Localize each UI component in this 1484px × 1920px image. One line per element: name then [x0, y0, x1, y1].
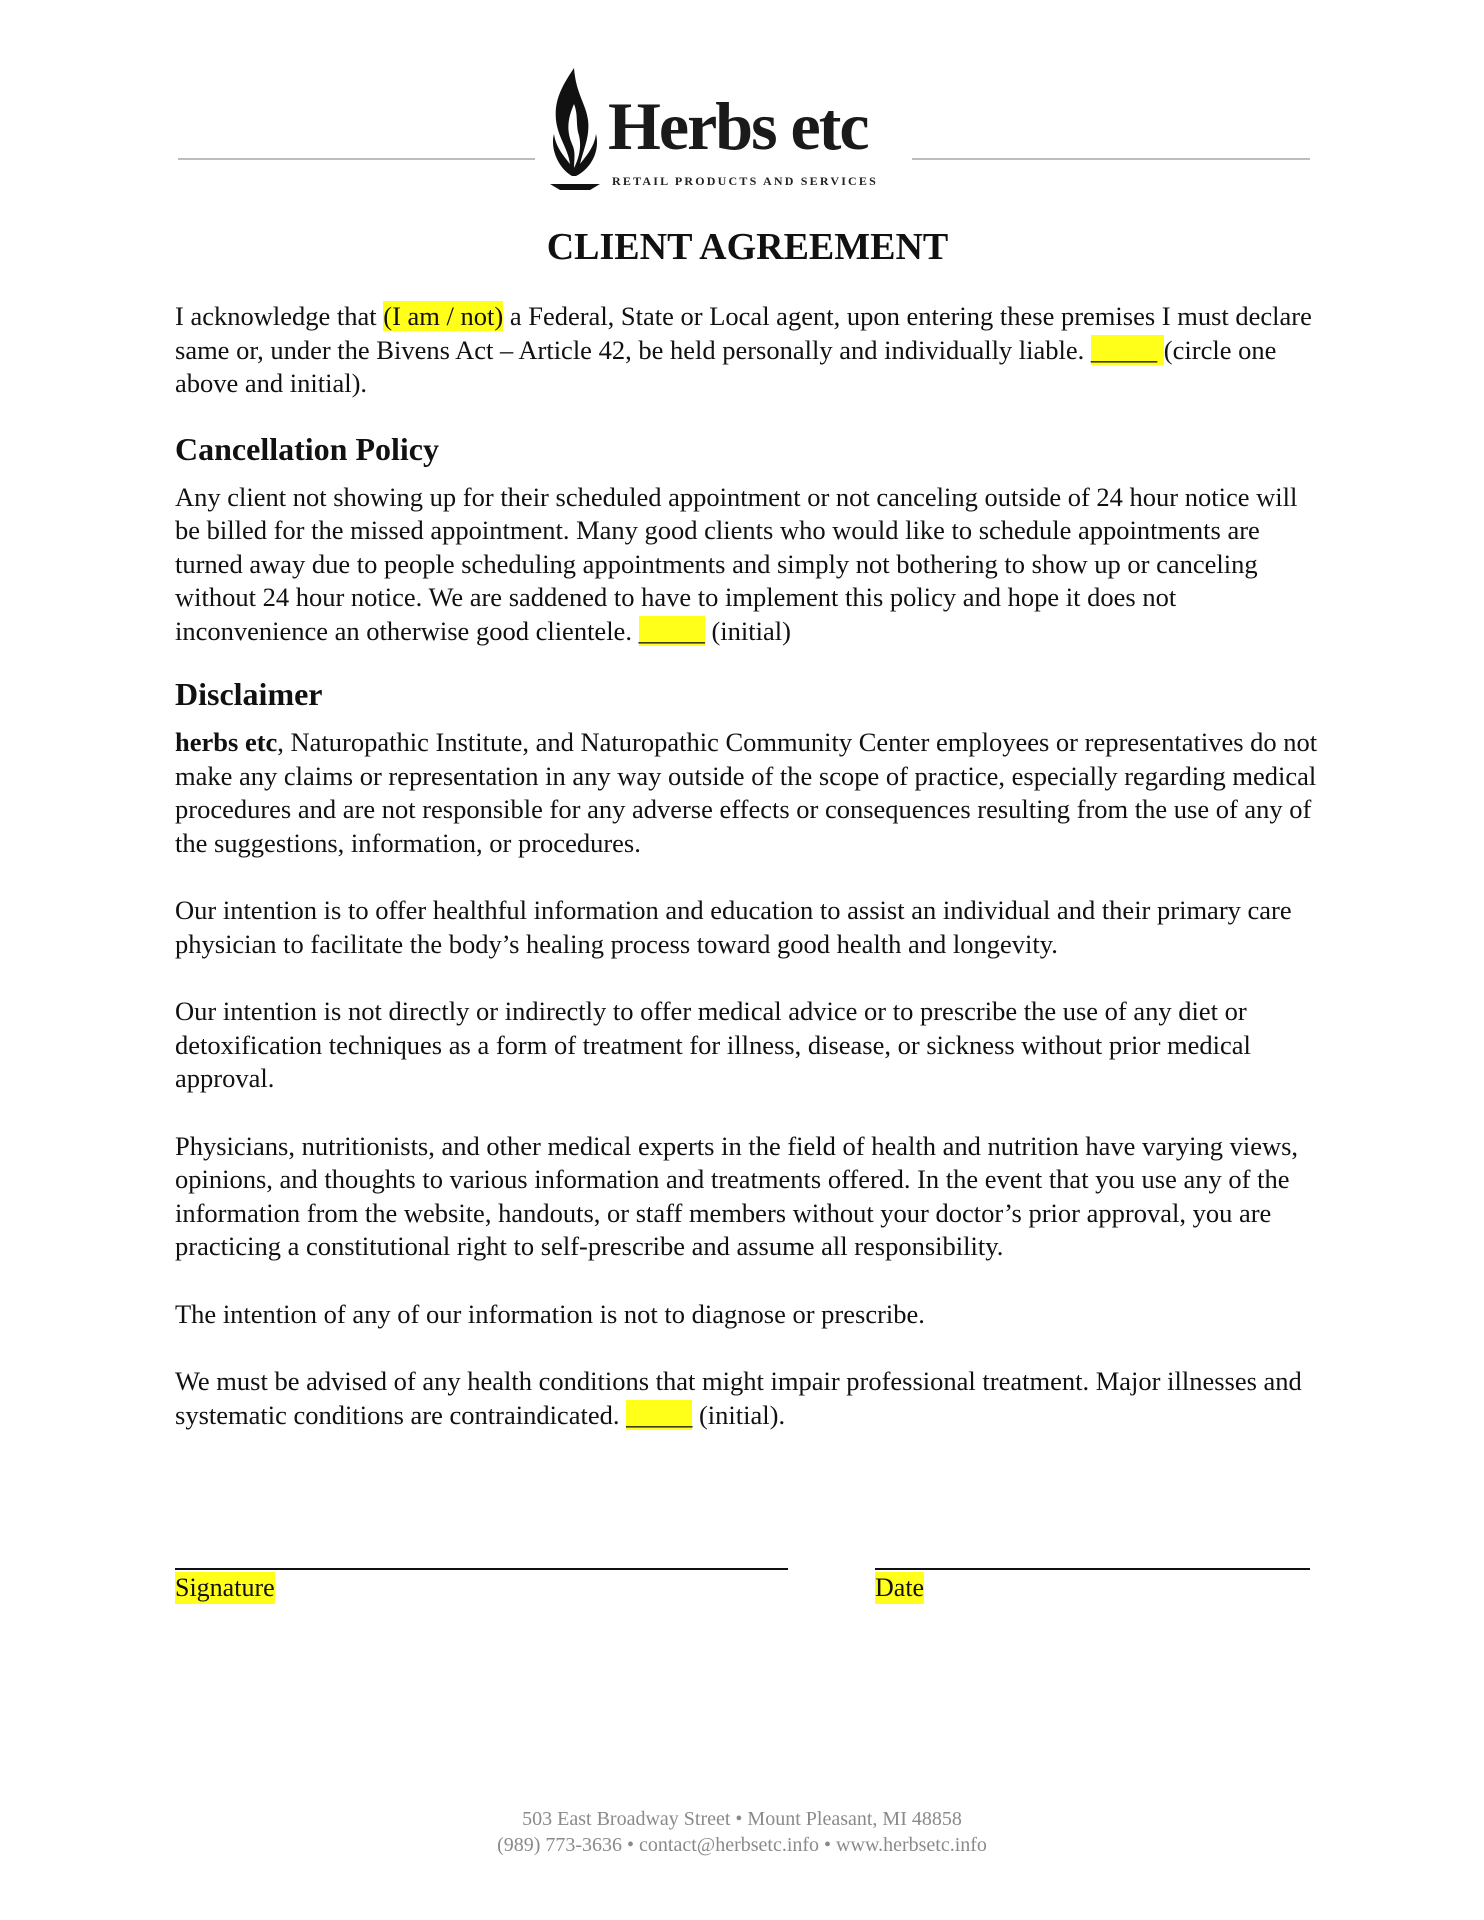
footer-contact: (989) 773-3636 • contact@herbsetc.info • www.herbsetc.info [497, 1834, 987, 1856]
signature-row [175, 1568, 1310, 1628]
disclaimer-paragraph-1: herbs etc, Naturopathic Institute, and Naturopathic Community Center employees or representatives do not make any claims or representation in any way outside of the scope of practice, especially regarding medical procedures and are not responsible for any adverse effects or consequences resulting from the use of any of the suggestions, information, or procedures. [175, 727, 1318, 858]
letterhead [0, 62, 1484, 192]
disclaimer-heading: Disclaimer [175, 676, 323, 712]
date-line[interactable] [875, 1568, 1310, 1570]
cancellation-initial-blank[interactable]: _____ [638, 615, 705, 646]
disclaimer-paragraph-4: Physicians, nutritionists, and other medical experts in the field of health and nutrition have varying views, opinions, and thoughts to various information and treatments offered. In the event that you use any of the information from the website, handouts, or staff members without your doctor’s prior approval, you are practicing a constitutional right to self-prescribe and assume all responsibility. [175, 1130, 1299, 1261]
herbs-etc-logo [540, 64, 910, 192]
footer [0, 1806, 1484, 1858]
disclaimer-paragraph-5: The intention of any of our information is not to diagnose or prescribe. [175, 1298, 925, 1329]
health-initial-blank[interactable]: _____ [626, 1399, 693, 1430]
cancellation-heading: Cancellation Policy [175, 430, 439, 467]
date-block[interactable] [875, 1568, 1310, 1604]
page-title: CLIENT AGREEMENT [546, 226, 949, 268]
disclaimer-paragraph-2: Our intention is to offer healthful information and education to assist an individual and their primary care physician to facilitate the body’s healing process toward good health and longevity. [175, 895, 1292, 959]
signature-block[interactable] [175, 1568, 788, 1604]
agreement-body [175, 224, 1320, 1432]
disclaimer-paragraph-3: Our intention is not directly or indirectly to offer medical advice or to prescribe the use of any diet or detoxification techniques as a form of treatment for illness, disease, or sickness without prior medical approval. [175, 996, 1251, 1093]
logo-tagline: RETAIL PRODUCTS AND SERVICES [612, 174, 879, 188]
agent-choice[interactable]: (I am / not) [383, 301, 504, 331]
cancellation-paragraph: Any client not showing up for their scheduled appointment or not canceling outside of 24 hour notice will be billed for the missed appointment. Many good clients who would like to schedule appointments are turned away due to people scheduling appointments and simply not bothering to show up or canceling without 24 hour notice. We are saddened to have to implement this policy and hope it does not inconvenience an otherwise good clientele. _____ (initial) [175, 481, 1298, 646]
intro-paragraph: I acknowledge that (I am / not) a Federal, State or Local agent, upon entering these premises I must declare same or, under the Bivens Act – Article 42, be held personally and individually liable. _____ (circle one above and initial). [175, 301, 1312, 398]
logo-wordmark: Herbs etc [608, 88, 868, 164]
header-rule-right [912, 158, 1310, 160]
intro-initial-blank[interactable]: _____ [1090, 334, 1164, 365]
disclaimer-paragraph-6: We must be advised of any health conditions that might impair professional treatment. Major illnesses and systematic conditions are contraindicated. _____ (initial). [175, 1366, 1302, 1430]
date-label: Date [875, 1573, 925, 1602]
flame-icon [540, 64, 610, 192]
header-rule-left [178, 158, 535, 160]
footer-address: 503 East Broadway Street • Mount Pleasant, MI 48858 [522, 1808, 962, 1830]
signature-label: Signature [175, 1573, 275, 1602]
signature-line[interactable] [175, 1568, 788, 1570]
